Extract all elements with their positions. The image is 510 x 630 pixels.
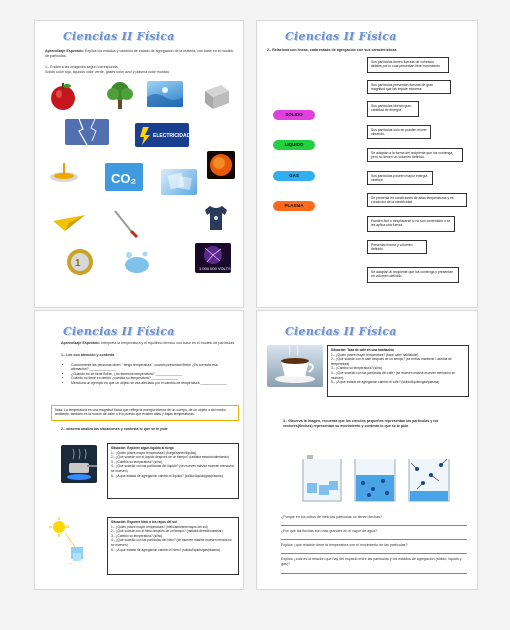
situation-question: 5.- ¿A qué estado de agregación cambio el líquido? (sólido/líquido/gas/plasma) xyxy=(111,473,223,478)
co2-label: CO₂ xyxy=(111,171,137,186)
objective-label: Aprendizaje Esperado: xyxy=(45,49,84,53)
instruction-2: Solido color rojo, liquidos color verde, gases color azul y plasma color morado xyxy=(45,70,170,74)
page-title: Ciencias II Física xyxy=(285,30,397,43)
characteristic-box: Sus partículas poseen mayor energía cinética xyxy=(367,171,433,185)
situation-2-box xyxy=(107,517,239,575)
tree-icon xyxy=(105,81,135,109)
apple-icon xyxy=(49,81,77,111)
characteristic-box: Se adaptan a la forma del recipiente que los contenga, pero no tienen un volumen definido. xyxy=(367,148,463,162)
fork-icon xyxy=(111,207,141,239)
t-shirt-icon xyxy=(201,203,231,233)
answer-line xyxy=(281,525,467,526)
page-title: Ciencias II Física xyxy=(63,325,175,338)
characteristic-box: Sus partículas presentan fuerzas de gran magnitud que las impide moverse xyxy=(367,80,451,94)
answer-line xyxy=(281,553,467,554)
page-title: Ciencias II Física xyxy=(285,325,397,338)
coffee-cup-icon xyxy=(267,345,323,387)
characteristic-box: Pueden fluir o desplazarse si no son contenidos o se les aplica una fuerza xyxy=(367,216,455,232)
plasma-ball-icon xyxy=(195,243,231,273)
coin-icon xyxy=(65,247,95,277)
learning-objective xyxy=(61,341,237,346)
situation-2-title: Situación: Exponer hielo a los rayos del sol xyxy=(111,520,177,524)
situation-question: 3.- ¿Cambio su temperatura? (si/no) xyxy=(331,366,383,371)
situation-question: 5.- ¿A qué estado de agregación cambio el hielo? (sólido/líquido/gas/plasma) xyxy=(111,547,220,552)
worksheet-page-2 xyxy=(256,20,478,308)
pan-on-fire-icon xyxy=(61,445,97,483)
situation-question: 3.- ¿Cambio su temperatura? (si/no) xyxy=(111,533,163,538)
characteristic-box: Se presenta en condiciones de altas temperaturas y es conductor de la electricidad xyxy=(367,193,467,207)
electricity-sign-icon xyxy=(135,123,189,147)
worksheet-page-4 xyxy=(256,310,478,590)
water-splash-icon xyxy=(121,247,153,275)
situation-question: 2.- ¿Qué sucede con el hielo después de un tiempo? (radiaba derretir/cambiar) xyxy=(111,529,223,534)
section-3-heading: 3.- Observa la imagen, recuerda que los círculos pequeños representan las partículas y los vectores(flechas) representan su movimiento y contesta lo que se te pide xyxy=(283,419,439,428)
situation-question: 1.- ¿Quién posee mayor temperatura? (taza/ café/ habitación) xyxy=(331,352,419,357)
characteristic-box: Sus partículas liberan gran cantidad de energía xyxy=(367,101,419,117)
learning-objective xyxy=(45,49,235,58)
situation-question: 4.- ¿Qué sucedió con las partículas del café? (se mueven más/se mueven menos/no se mueven) xyxy=(331,370,456,380)
situation-question: 4.- ¿Qué sucedió con las partículas del hielo? (se mueven más/se mueven menos/no se mueven) xyxy=(111,538,232,547)
svg-text:~: ~ xyxy=(69,561,72,565)
coffee-situation-box xyxy=(327,345,469,397)
volts-label: 1.000.000 VOLTS xyxy=(199,266,231,271)
page-title: Ciencias II Física xyxy=(63,30,175,43)
characteristic-box: Sus partículas solo se pueden mover vibrando. xyxy=(367,125,431,139)
objective-text: Explica los estados y cambios de estado de agregación de la materia, con base en el modelo de partículas. xyxy=(45,49,234,58)
beakers-particles-illustration xyxy=(297,451,457,507)
coffee-situation-title: Situación: Taza de café en una habitación xyxy=(331,348,394,352)
brick-icon xyxy=(201,81,231,111)
characteristic-box: Se adaptan al recipiente que los contenga y presentan un volumen definido. xyxy=(367,267,459,283)
ice-cube-icon xyxy=(161,169,197,195)
list-item: • Cuándo no tiene en dentro ¿cambia su temperatura? ______________ xyxy=(71,376,235,380)
situation-1-box xyxy=(107,443,239,499)
list-item: • ¿Cuándo no se tiene fiebre, ¿no tenemos temperatura? ______________ xyxy=(71,372,235,376)
sun-icon xyxy=(207,151,235,179)
section-1-heading: 1.- Lee con atención y contesta xyxy=(61,353,115,357)
state-label-liquid: LIQUIDO xyxy=(273,140,315,150)
objective-text: Interpreta la temperatura y el equilibrio térmico con base en el modelo de partículas. xyxy=(100,341,235,345)
relate-instruction: 2.- Relaciona con líneas, cada estado de agregación con sus características xyxy=(267,48,397,52)
question-1: ¿Porque en los cubos de hielo las partículas no tienen flechas? xyxy=(281,515,382,519)
section-2-heading: 2.- observa analiza las situaciones y contesta lo que se te pide xyxy=(61,427,168,431)
co2-cloud-icon xyxy=(105,163,143,191)
question-3: Explica ¿qué relación tiene la temperatura con el movimiento de las partículas? xyxy=(281,543,408,547)
characteristic-box: Presentan forma y volumen definido. xyxy=(367,240,427,254)
answer-line xyxy=(281,539,467,540)
situation-question: 4.- ¿Qué sucedió con las partículas del líquido? (se mueven más/se mueven menos/no se mueven) xyxy=(111,464,235,473)
characteristic-box: Sus partículas tienen fuerzas de cohesión débiles por lo cual presentan libre movimiento xyxy=(367,57,449,73)
situation-question: 1.- ¿Quién posee mayor temperatura? (hielo/ambiente/rayos del sol) xyxy=(111,524,208,529)
instruction-1: 1.- Encierra las imágenes según corresponda, xyxy=(45,65,119,69)
svg-text:1: 1 xyxy=(75,258,81,269)
worksheet-page-3 xyxy=(34,310,244,590)
objective-label: Aprendizaje Esperado: xyxy=(61,341,100,345)
question-4: Explica ¿cuál es la relación que hay del espacio entre las partículas y los estados de agregación (sólido, líquido y gas)? xyxy=(281,557,462,566)
state-label-gas: GAS xyxy=(273,171,315,181)
state-label-solid: SÓLIDO xyxy=(273,110,315,120)
answer-line xyxy=(281,573,467,574)
sun-and-ice-icon xyxy=(49,517,93,565)
question-list xyxy=(63,363,235,385)
worksheet-page-1 xyxy=(34,20,244,308)
water-icon xyxy=(147,81,183,107)
paper-plane-icon xyxy=(51,211,87,233)
situation-question: 1.- ¿Quién posee mayor temperatura? (fuego/sartén/líquido) xyxy=(111,450,197,455)
situation-question: 3.- ¿Cambia su temperatura? (si/no) xyxy=(111,459,163,464)
situation-1-title: Situación: Exponer algún líquido al fuego xyxy=(111,446,174,450)
honey-spoon-icon xyxy=(47,161,81,191)
list-item: • Comúnmente las personas dicen " tengo temperatura", cuando presentan fiebre ¿Es correcta esa afirmación? ______________ xyxy=(71,363,235,372)
situation-question: 2.- ¿Qué sucede con el café después de un tiempo? (se enfría/ mantiene / cambia de temperatura) xyxy=(331,357,452,366)
lightning-icon xyxy=(65,119,109,145)
electricity-label: ELECTRICIDAD xyxy=(153,133,189,139)
list-item: • Menciona un ejemplo en que un objeto se vea afectado por el cambio de temperatura ______________ xyxy=(71,381,235,385)
situation-question: 2.- ¿Qué sucede con el líquido después de un tiempo? (radiaba estado/calentando) xyxy=(111,455,230,460)
temperature-note: Nota: La temperatura es una magnitud física que refleja la energía interna de un cuerpo, de un objeto o del medio ambiente, también es la noción de calor o frío puesto que existen altas y bajas temperaturas. xyxy=(51,405,239,421)
question-2: ¿Por qué las flechas son más grandes en el vapor de agua? xyxy=(281,529,378,533)
situation-question: 5.- ¿A qué estado de agregación cambio el café? (sólido/líquido/gas/plasma) xyxy=(331,380,440,385)
state-label-plasma: PLASMA xyxy=(273,201,315,211)
